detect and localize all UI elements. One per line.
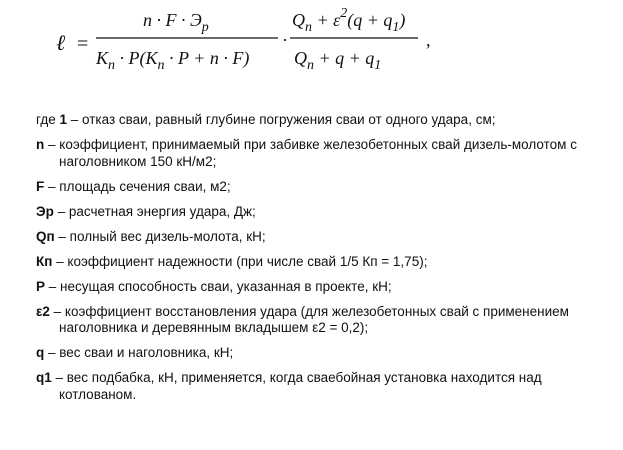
definition-continuation: наголовником 150 кН/м2; <box>59 153 217 169</box>
definition-item <box>36 279 616 296</box>
definition-term: F <box>36 178 45 194</box>
definition-item <box>36 229 616 246</box>
definition-term: q1 <box>36 370 52 385</box>
formula-lhs: ℓ <box>56 30 66 55</box>
definition-text: – коэффициент восстановления удара (для железобетонных свай с применением <box>49 303 569 319</box>
definition-item <box>36 204 616 221</box>
definition-continuation: наголовника и деревянным вкладышем ε2 = 0,2); <box>59 320 369 335</box>
fraction1-denominator: $K_n \cdot P(K_n \cdot P + n \cdot F)$ <box>96 48 250 73</box>
definition-item <box>36 370 616 403</box>
definition-term: Эр <box>36 203 54 219</box>
definition-item <box>36 112 616 129</box>
definition-term: 1 <box>59 112 67 127</box>
formula-equals: = <box>77 33 89 55</box>
definition-term: ε2 <box>36 303 50 319</box>
definition-text: – площадь сечения сваи, м2; <box>44 178 231 194</box>
fraction2-numerator: $Q_n + \varepsilon^2(q + q_1)$ <box>292 6 406 35</box>
definition-item <box>36 137 616 170</box>
fraction2-denominator: $Q_n + q + q_1$ <box>294 48 382 73</box>
definition-text: – вес подбабка, кН, применяется, когда сваебойная установка находится над <box>51 370 542 385</box>
definition-term: Р <box>36 278 46 294</box>
fraction1-numerator: $n \cdot F \cdot Э_р$ <box>143 10 209 35</box>
definition-text: – расчетная энергия удара, Дж; <box>53 203 256 219</box>
definition-item <box>36 179 616 196</box>
definitions-list <box>36 112 616 412</box>
definition-item <box>36 254 616 271</box>
definition-text: – несущая способность сваи, указанная в проекте, кН; <box>45 278 392 294</box>
formula-comma: , <box>426 30 431 50</box>
definition-text: – коэффициент, принимаемый при забивке железобетонных свай дизель-молотом с <box>44 137 577 152</box>
definition-item <box>36 304 616 337</box>
definition-item <box>36 345 616 362</box>
formula <box>0 0 623 100</box>
definition-text: – полный вес дизель-молота, кН; <box>54 228 266 244</box>
definition-prefix: где <box>36 112 60 127</box>
definition-term: Qп <box>36 228 55 244</box>
formula-multiply-dot: · <box>282 30 288 50</box>
definition-text: – коэффициент надежности (при числе свай 1/5 Кп = 1,75); <box>52 253 428 269</box>
definition-term: q <box>36 345 45 360</box>
definition-text: – вес сваи и наголовника, кН; <box>44 345 234 360</box>
definition-term: Кп <box>36 253 53 269</box>
definition-text: – отказ сваи, равный глубине погружения сваи от одного удара, см; <box>66 112 496 127</box>
definition-continuation: котлованом. <box>59 386 137 402</box>
definition-term: n <box>36 137 45 152</box>
